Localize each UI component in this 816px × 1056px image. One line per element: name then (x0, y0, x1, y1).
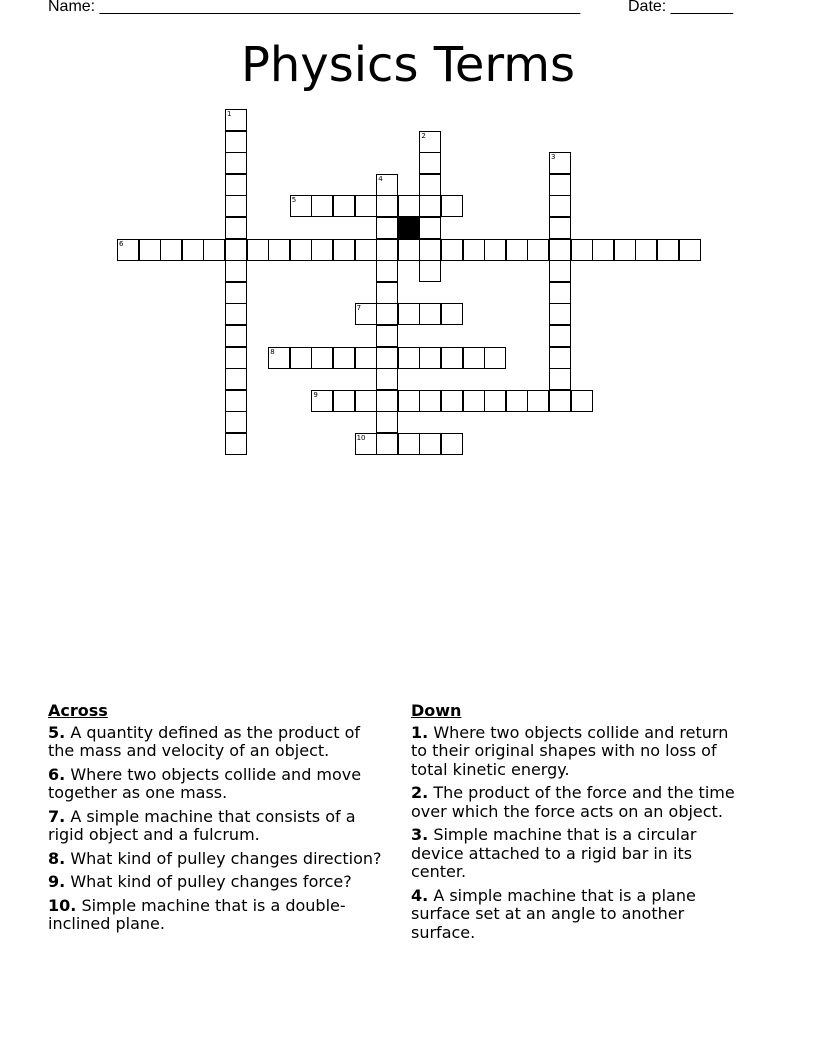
grid-cell[interactable] (225, 152, 247, 174)
grid-cell[interactable] (268, 239, 290, 261)
grid-cell[interactable] (311, 347, 333, 369)
grid-cell[interactable] (441, 390, 463, 412)
clue-number: 10 (356, 434, 366, 442)
grid-cell[interactable] (355, 433, 377, 455)
grid-cell[interactable] (484, 239, 506, 261)
grid-cell[interactable] (117, 239, 139, 261)
page-title: Physics Terms (240, 37, 576, 93)
grid-cell[interactable] (355, 303, 377, 325)
clue-number: 6 (119, 239, 124, 248)
grid-cell[interactable] (160, 239, 182, 261)
clue-number: 7 (356, 304, 362, 313)
grid-cell[interactable] (225, 260, 247, 282)
grid-cell[interactable] (225, 217, 247, 239)
down-heading: Down (411, 701, 462, 720)
grid-cell[interactable] (376, 390, 398, 412)
clue-down-4: 4. A simple machine that is a plane surface set at an angle to another surface. (411, 885, 696, 942)
clue-number: 5 (291, 196, 297, 205)
grid-cell[interactable] (333, 195, 355, 217)
grid-cell[interactable] (376, 433, 398, 455)
grid-cell[interactable] (225, 282, 247, 304)
clue-down-3: 3. Simple machine that is a circular device attached to a rigid bar in its center. (411, 825, 697, 881)
grid-cell[interactable] (376, 174, 398, 196)
grid-cell[interactable] (247, 239, 269, 261)
grid-cell[interactable] (225, 325, 247, 347)
grid-cell[interactable] (419, 152, 441, 174)
clue-across-7: 7. A simple machine that consists of a rigid object and a fulcrum. (48, 806, 356, 844)
grid-cell[interactable] (419, 195, 441, 217)
grid-cell[interactable] (419, 217, 441, 239)
clue-across-9: 9. What kind of pulley changes force? (48, 872, 352, 891)
grid-cell[interactable] (398, 303, 420, 325)
grid-cell[interactable] (376, 195, 398, 217)
grid-cell[interactable] (225, 411, 247, 433)
grid-cell[interactable] (225, 239, 247, 261)
grid-cell[interactable] (225, 347, 247, 369)
grid-cell[interactable] (333, 239, 355, 261)
date-field[interactable]: Date: _______ (628, 0, 733, 15)
clue-number: 4 (378, 174, 383, 183)
grid-cell[interactable] (419, 131, 441, 153)
grid-cell[interactable] (419, 174, 441, 196)
grid-cell[interactable] (549, 325, 571, 347)
across-heading: Across (48, 701, 108, 720)
grid-cell[interactable] (225, 174, 247, 196)
clue-number: 9 (313, 390, 318, 399)
grid-cell[interactable] (268, 347, 290, 369)
grid-cell[interactable] (527, 390, 549, 412)
clue-across-8: 8. What kind of pulley changes direction? (48, 848, 382, 868)
grid-cell[interactable] (376, 217, 398, 239)
grid-cell[interactable] (549, 347, 571, 369)
grid-cell[interactable] (463, 390, 485, 412)
grid-cell[interactable] (376, 260, 398, 282)
grid-cell[interactable] (290, 239, 312, 261)
grid-cell[interactable] (549, 195, 571, 217)
grid-cell[interactable] (419, 347, 441, 369)
clue-number: 1 (227, 110, 232, 118)
grid-cell[interactable] (225, 433, 247, 455)
black-cell (398, 217, 420, 239)
clue-number: 3 (551, 153, 556, 162)
grid-cell[interactable] (225, 390, 247, 412)
grid-cell[interactable] (376, 282, 398, 304)
grid-cell[interactable] (225, 368, 247, 390)
grid-cell[interactable] (355, 195, 377, 217)
grid-cell[interactable] (311, 195, 333, 217)
grid-cell[interactable] (290, 195, 312, 217)
header-line (48, 0, 748, 20)
grid-cell[interactable] (549, 239, 571, 261)
grid-cell[interactable] (506, 239, 528, 261)
grid-cell[interactable] (549, 390, 571, 412)
grid-cell[interactable] (225, 109, 247, 131)
grid-cell[interactable] (441, 239, 463, 261)
grid-cell[interactable] (463, 347, 485, 369)
grid-cell[interactable] (376, 239, 398, 261)
grid-cell[interactable] (549, 174, 571, 196)
grid-cell[interactable] (441, 195, 463, 217)
clue-number: 8 (270, 347, 275, 356)
grid-cell[interactable] (182, 239, 204, 261)
grid-cell[interactable] (290, 347, 312, 369)
grid-cell[interactable] (398, 433, 420, 455)
grid-cell[interactable] (355, 390, 377, 412)
grid-cell[interactable] (484, 390, 506, 412)
grid-cell[interactable] (441, 347, 463, 369)
name-field[interactable]: Name: ______________________________________________________ (48, 0, 581, 15)
grid-cell[interactable] (376, 368, 398, 390)
grid-cell[interactable] (419, 433, 441, 455)
grid-cell[interactable] (376, 411, 398, 433)
grid-cell[interactable] (398, 347, 420, 369)
across-clues (48, 702, 386, 939)
grid-cell[interactable] (311, 239, 333, 261)
grid-cell[interactable] (398, 195, 420, 217)
grid-cell[interactable] (419, 260, 441, 282)
grid-cell[interactable] (311, 390, 333, 412)
grid-cell[interactable] (549, 260, 571, 282)
clue-across-10: 10. Simple machine that is a double-inclined plane. (48, 895, 346, 933)
grid-cell[interactable] (225, 303, 247, 325)
grid-cell[interactable] (571, 390, 593, 412)
grid-cell[interactable] (398, 239, 420, 261)
grid-cell[interactable] (463, 239, 485, 261)
grid-cell[interactable] (376, 325, 398, 347)
down-clues (411, 702, 749, 947)
grid-cell[interactable] (484, 347, 506, 369)
grid-cell[interactable] (398, 390, 420, 412)
grid-cell[interactable] (549, 217, 571, 239)
grid-cell[interactable] (376, 347, 398, 369)
grid-cell[interactable] (225, 131, 247, 153)
grid-cell[interactable] (419, 239, 441, 261)
clue-down-2: 2. The product of the force and the time over which the force acts on an object. (411, 783, 735, 821)
grid-cell[interactable] (333, 347, 355, 369)
clue-across-6: 6. Where two objects collide and move together as one mass. (48, 764, 362, 802)
grid-cell[interactable] (419, 390, 441, 412)
grid-cell[interactable] (549, 282, 571, 304)
grid-cell[interactable] (355, 239, 377, 261)
clue-across-5: 5. A quantity defined as the product of the mass and velocity of an object. (48, 722, 361, 760)
grid-cell[interactable] (549, 368, 571, 390)
grid-cell[interactable] (614, 239, 636, 261)
grid-cell[interactable] (549, 152, 571, 174)
grid-cell[interactable] (635, 239, 657, 261)
grid-cell[interactable] (376, 303, 398, 325)
grid-cell[interactable] (657, 239, 679, 261)
grid-cell[interactable] (592, 239, 614, 261)
grid-cell[interactable] (441, 433, 463, 455)
grid-cell[interactable] (203, 239, 225, 261)
grid-cell[interactable] (571, 239, 593, 261)
grid-cell[interactable] (139, 239, 161, 261)
grid-cell[interactable] (527, 239, 549, 261)
grid-cell[interactable] (333, 390, 355, 412)
grid-cell[interactable] (355, 347, 377, 369)
grid-cell[interactable] (506, 390, 528, 412)
grid-cell[interactable] (225, 195, 247, 217)
grid-cell[interactable] (549, 303, 571, 325)
clue-number: 2 (421, 131, 426, 140)
grid-cell[interactable] (679, 239, 701, 261)
grid-cell[interactable] (441, 303, 463, 325)
clue-down-1: 1. Where two objects collide and return to their original shapes with no loss of total kinetic energy. (411, 722, 729, 779)
grid-cell[interactable] (419, 303, 441, 325)
